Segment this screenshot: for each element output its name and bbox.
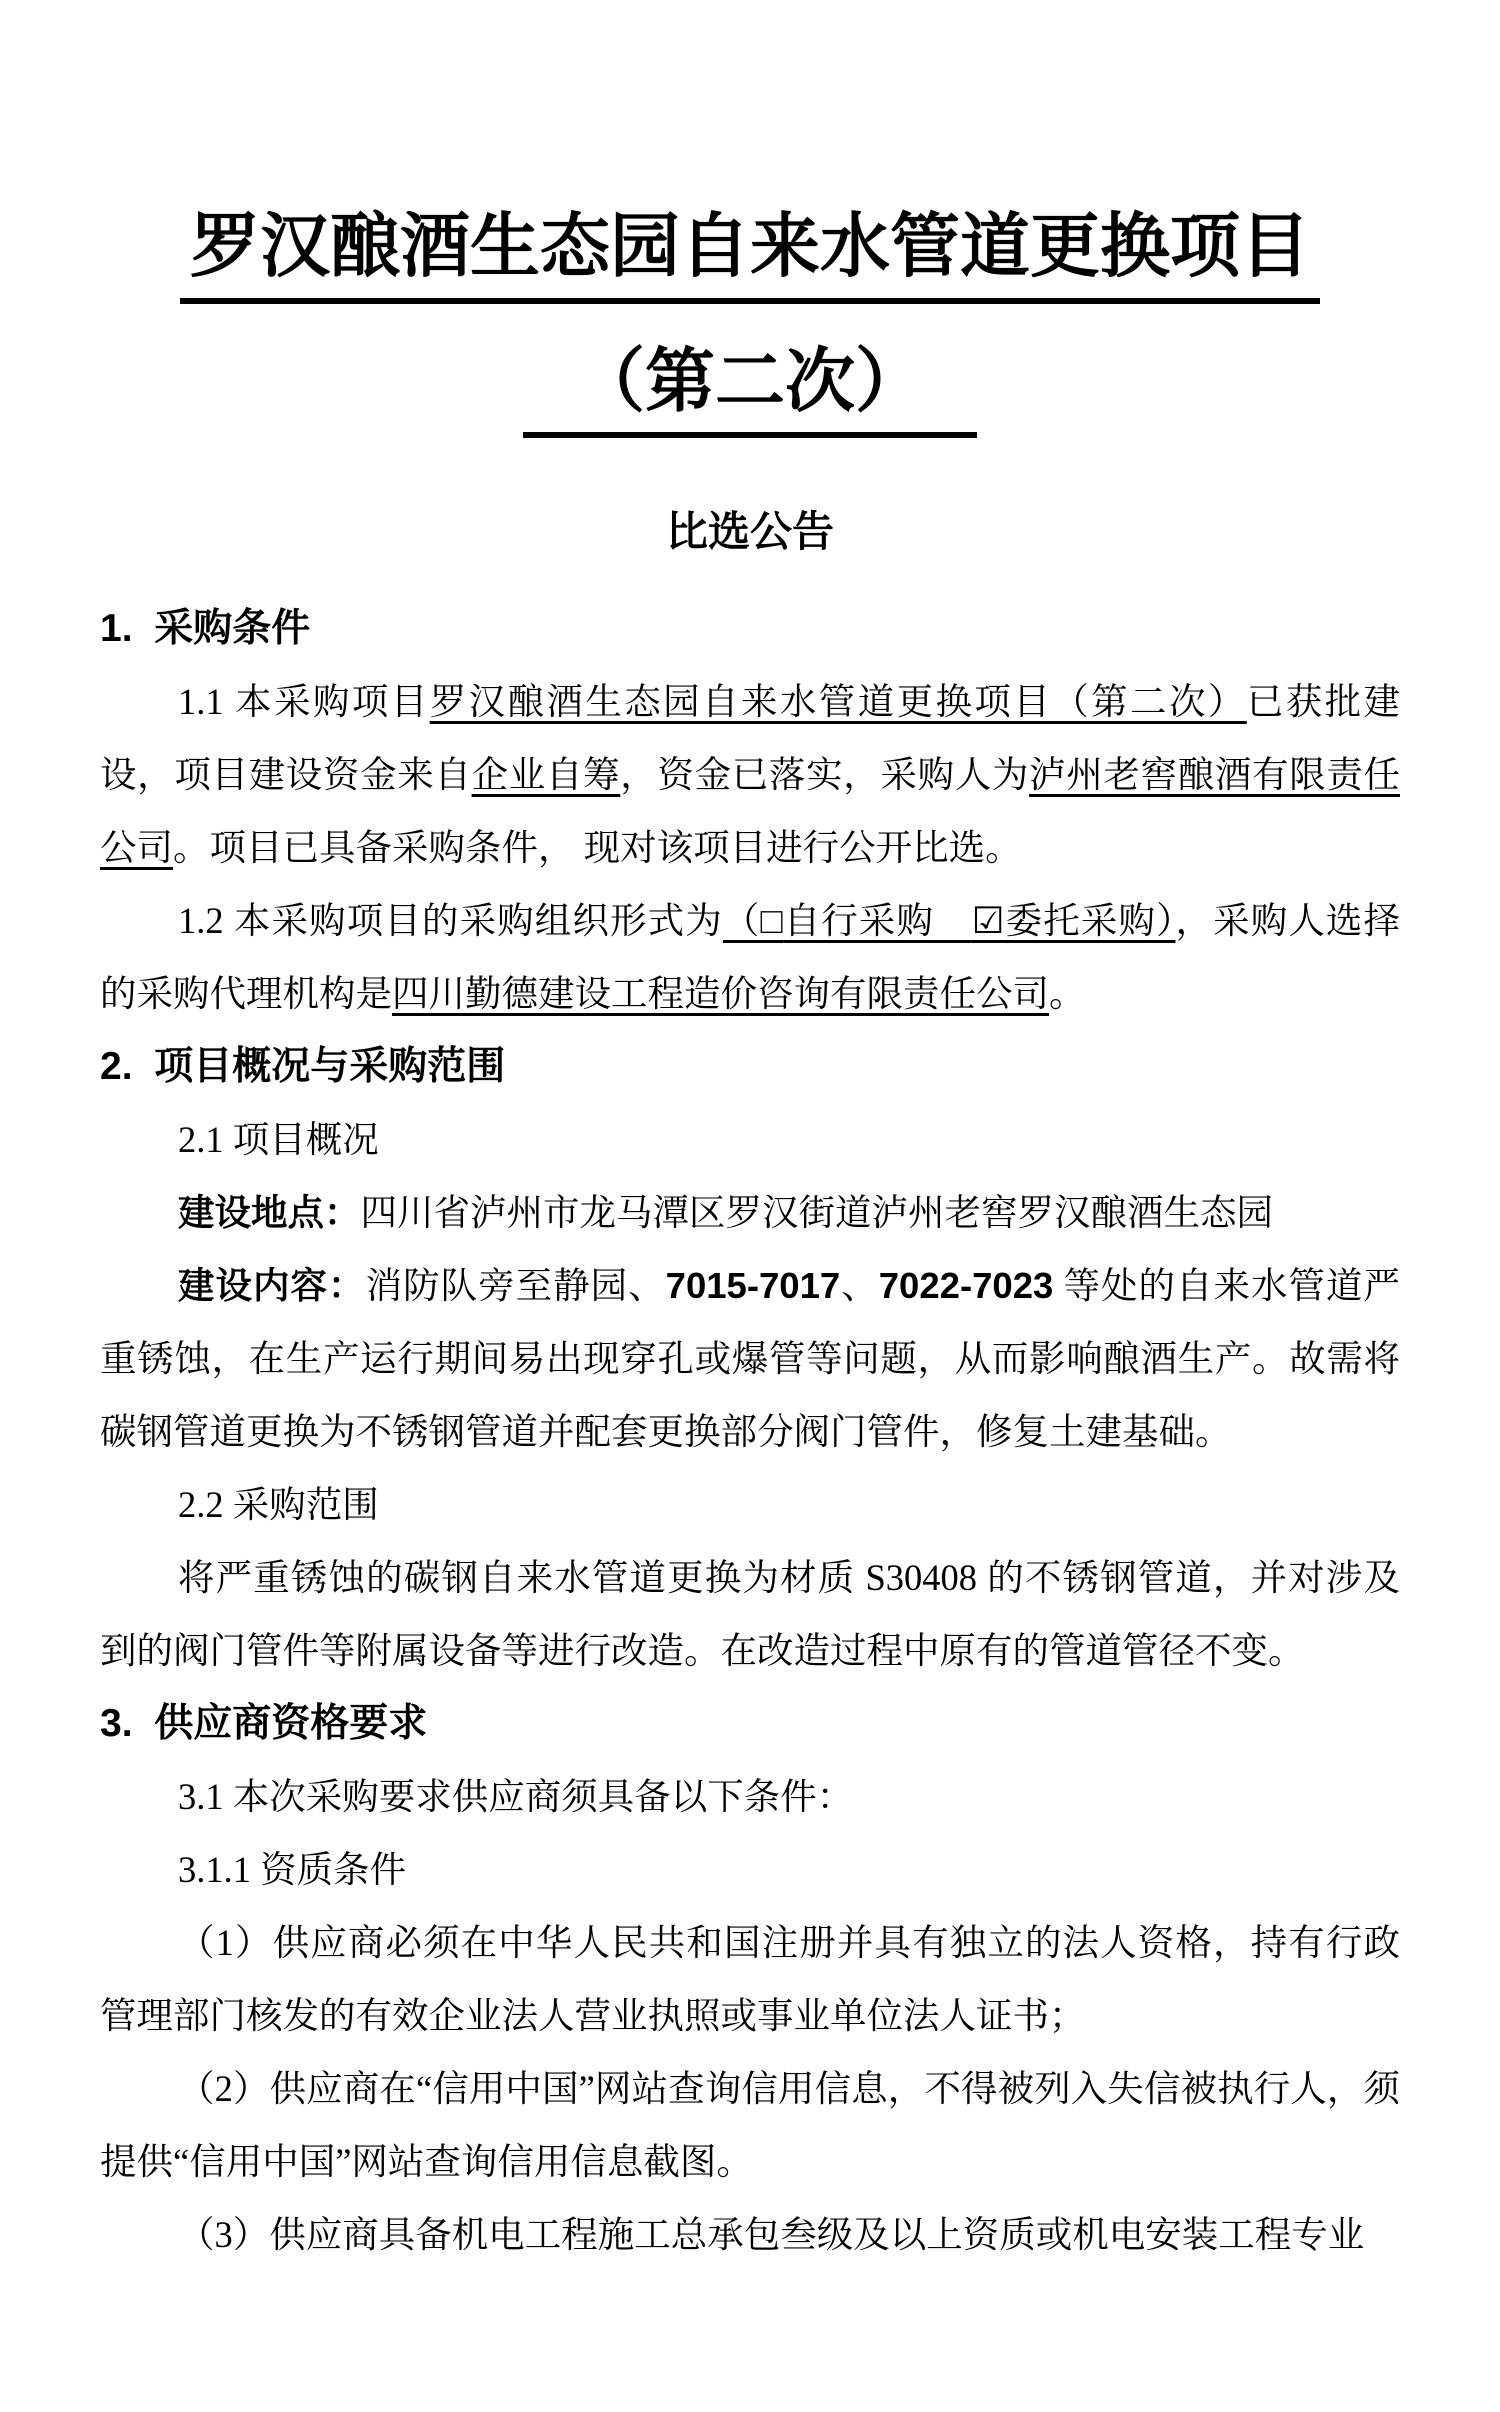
text-segment: 泸州老窖酿酒有限责任公司	[100, 754, 1401, 869]
para-qualification-3	[100, 2198, 1400, 2271]
para-procurement-scope	[100, 1541, 1400, 1687]
para-1-2	[100, 884, 1400, 1030]
text-segment: 2.1 项目概况	[178, 1119, 379, 1161]
subheading-2-2	[100, 1468, 1400, 1541]
text-segment: 。项目已具备采购条件， 现对该项目进行公开比选。	[173, 827, 1022, 869]
text-segment: 2. 项目概况与采购范围	[100, 1045, 506, 1089]
para-construction-location	[100, 1176, 1400, 1249]
text-segment: 建设内容：	[178, 1265, 366, 1307]
text-segment: 建设地点：	[178, 1192, 361, 1234]
subheading-3-1	[100, 1760, 1400, 1833]
para-qualification-1	[100, 1906, 1400, 2052]
text-segment: 3.1 本次采购要求供应商须具备以下条件：	[178, 1776, 854, 1818]
text-segment: 、	[840, 1265, 879, 1307]
subheading-2-1	[100, 1103, 1400, 1176]
doc-subtitle: 比选公告	[665, 510, 834, 557]
text-segment: 已获批建设，项目建设资金来自	[100, 681, 1401, 796]
doc-title-line2	[100, 340, 1400, 439]
doc-title-line1	[100, 205, 1400, 304]
text-segment: 委托采购）	[1004, 900, 1176, 942]
checkbox-unchecked-icon: □	[760, 900, 784, 942]
text-segment: 四川勤德建设工程造价咨询有限责任公司	[392, 973, 1049, 1015]
text-segment: 7022-7023	[878, 1265, 1054, 1307]
text-segment: 7015-7017	[665, 1265, 841, 1307]
text-segment: 3.1.1 资质条件	[178, 1849, 407, 1891]
section-heading-3	[100, 1687, 1400, 1760]
text-segment: 。	[1049, 973, 1086, 1015]
text-segment: 将严重锈蚀的碳钢自来水管道更换为材质 S30408 的不锈钢管道，并对涉及到的阀门管件等附属设备等进行改造。在改造过程中原有的管道管径不变。	[100, 1557, 1400, 1672]
checkbox-checked-icon: ☑	[971, 900, 1005, 942]
text-segment: 罗汉酿酒生态园自来水管道更换项目（第二次）	[429, 681, 1247, 723]
para-construction-content	[100, 1249, 1400, 1468]
text-segment: 2.2 采购范围	[178, 1484, 379, 1526]
text-segment: ，采购人选择的采购代理机构是	[100, 900, 1401, 1015]
text-segment: （2）供应商在“信用中国”网站查询信用信息，不得被列入失信被执行人，须提供“信用中国”网站查询信用信息截图。	[100, 2068, 1400, 2183]
text-segment: ，资金已落实，采购人为	[620, 754, 1030, 796]
text-segment: 1. 采购条件	[100, 607, 311, 651]
text-segment: （3）供应商具备机电工程施工总承包叁级及以上资质或机电安装工程专业	[178, 2214, 1365, 2256]
text-segment: 自行采购	[783, 900, 972, 942]
section-heading-2	[100, 1030, 1400, 1103]
para-qualification-2	[100, 2052, 1400, 2198]
doc-title-line2-text: （第二次）	[523, 340, 977, 439]
text-segment: 企业自筹	[471, 754, 621, 796]
text-segment: 1.1 本采购项目	[178, 681, 430, 723]
subheading-3-1-1	[100, 1833, 1400, 1906]
text-segment: 1.2 本采购项目的采购组织形式为	[178, 900, 723, 942]
text-segment: 3. 供应商资格要求	[100, 1702, 428, 1746]
text-segment: （1）供应商必须在中华人民共和国注册并具有独立的法人资格，持有行政管理部门核发的有效企业法人营业执照或事业单位法人证书；	[100, 1922, 1400, 2037]
text-segment: 消防队旁至静园、	[365, 1265, 666, 1307]
para-1-1	[100, 665, 1400, 884]
text-segment: （	[722, 900, 761, 942]
text-segment: 等处的自来水管道严重锈蚀，在生产运行期间易出现穿孔或爆管等问题，从而影响酿酒生产。故需将碳钢管道更换为不锈钢管道并配套更换部分阀门管件，修复土建基础。	[100, 1265, 1401, 1453]
text-segment: 四川省泸州市龙马潭区罗汉街道泸州老窖罗汉酿酒生态园	[360, 1192, 1273, 1234]
doc-title-line1-text: 罗汉酿酒生态园自来水管道更换项目	[180, 205, 1320, 304]
section-heading-1	[100, 592, 1400, 665]
